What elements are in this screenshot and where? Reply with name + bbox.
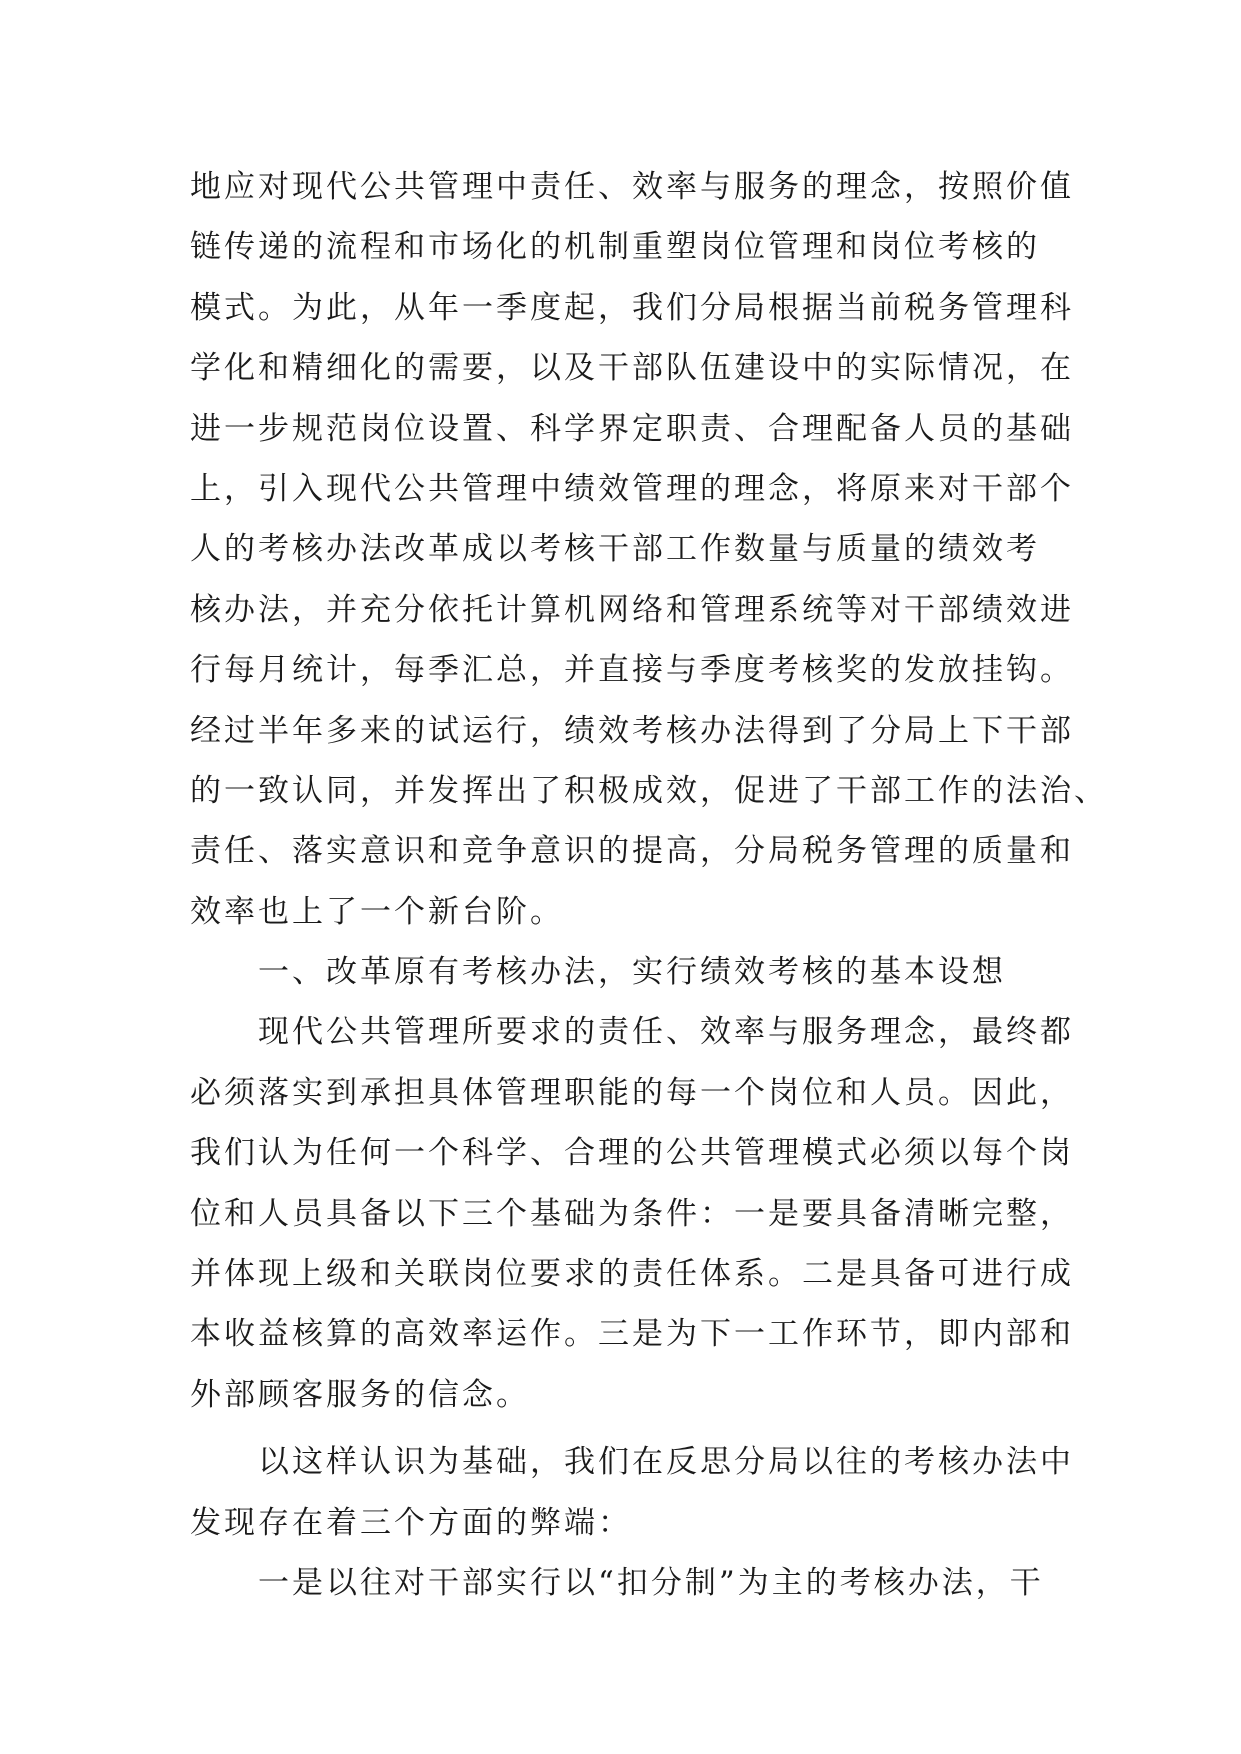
text-line: 模式。为此，从年一季度起，我们分局根据当前税务管理科: [190, 289, 1074, 326]
text-line: 责任、落实意识和竞争意识的提高，分局税务管理的质量和: [190, 833, 1074, 870]
text-line: 位和人员具备以下三个基础为条件：一是要具备清晰完整，: [190, 1195, 1074, 1232]
text-line: 人的考核办法改革成以考核干部工作数量与质量的绩效考: [190, 531, 1040, 568]
text-line: 并体现上级和关联岗位要求的责任体系。二是具备可进行成: [190, 1256, 1074, 1293]
text-line: 我们认为任何一个科学、合理的公共管理模式必须以每个岗: [190, 1135, 1074, 1172]
paragraph-start-line: 以这样认识为基础，我们在反思分局以往的考核办法中: [258, 1444, 1074, 1481]
text-line: 核办法，并充分依托计算机网络和管理系统等对干部绩效进: [190, 591, 1074, 628]
paragraph-start-line: 现代公共管理所要求的责任、效率与服务理念，最终都: [258, 1014, 1074, 1051]
paragraph-start-line: 一是以往对干部实行以“扣分制”为主的考核办法，干: [258, 1564, 1044, 1601]
text-line: 行每月统计，每季汇总，并直接与季度考核奖的发放挂钩。: [190, 652, 1074, 689]
text-line: 外部顾客服务的信念。: [190, 1376, 530, 1413]
section-heading: 一、改革原有考核办法，实行绩效考核的基本设想: [258, 954, 1006, 991]
body-text: [190, 157, 1108, 1613]
text-line: 效率也上了一个新台阶。: [190, 893, 564, 930]
text-line: 发现存在着三个方面的弊端：: [190, 1504, 632, 1541]
text-line: 进一步规范岗位设置、科学界定职责、合理配备人员的基础: [190, 410, 1074, 447]
text-line: 地应对现代公共管理中责任、效率与服务的理念，按照价值: [190, 169, 1074, 205]
text-line: 经过半年多来的试运行，绩效考核办法得到了分局上下干部: [190, 712, 1074, 749]
text-line: 的一致认同，并发挥出了积极成效，促进了干部工作的法治、: [190, 772, 1108, 809]
text-line: 必须落实到承担具体管理职能的每一个岗位和人员。因此，: [190, 1074, 1074, 1111]
text-line: 学化和精细化的需要，以及干部队伍建设中的实际情况，在: [190, 350, 1074, 387]
text-line: 本收益核算的高效率运作。三是为下一工作环节，即内部和: [190, 1316, 1074, 1353]
text-line: 链传递的流程和市场化的机制重塑岗位管理和岗位考核的: [190, 229, 1040, 266]
text-line: 上，引入现代公共管理中绩效管理的理念，将原来对干部个: [190, 470, 1074, 507]
